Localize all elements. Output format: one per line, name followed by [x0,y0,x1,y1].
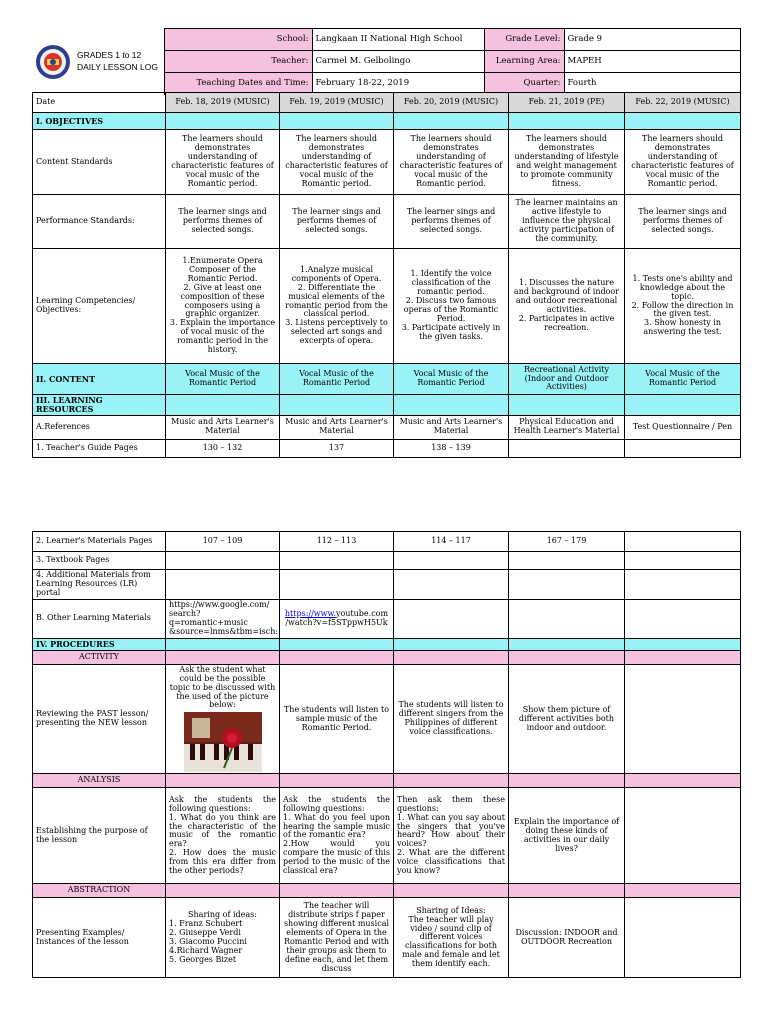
header-table [32,28,741,95]
content-standards-5: The learners should demonstrates understanding of characteristic features of vocal music of the Romantic period. [625,130,741,195]
piano-rose-image [184,712,262,772]
teachers-guide-3: 138 – 139 [394,439,509,457]
content-standards-2: The learners should demonstrates understanding of characteristic features of vocal music of the Romantic period. [280,130,394,195]
day-5-header: Feb. 22, 2019 (MUSIC) [625,93,741,113]
performance-standards-3: The learner sings and performs themes of selected songs. [394,195,509,249]
youtube-link[interactable]: https://www. [284,608,336,618]
area-value: MAPEH [564,51,740,73]
lesson-table-part2 [32,531,741,978]
content-standards-label: Content Standards [33,130,166,195]
reviewing-3: The students will listen to different singers from the Philippines of different voice classifications. [394,664,509,774]
competencies-1: 1.Enumerate Opera Composer of the Romantic Period. 2. Give at least one composition of these composers using a graphic organizer. 3. Explain the importance of vocal music of the romantic period in the history. [166,249,280,364]
reviewing-label: Reviewing the PAST lesson/ presenting the NEW lesson [33,664,166,774]
purpose-2: Ask the students the following questions: 1. What do you feel upon hearing the sample music of the romantic era? 2.How would you compare the music of this period to the music of the classical era? [280,788,394,884]
content-standards-1: The learners should demonstrates understanding of characteristic features of vocal music of the Romantic period. [166,130,280,195]
references-2: Music and Arts Learner's Material [280,415,394,439]
examples-label: Presenting Examples/ Instances of the lesson [33,898,166,978]
references-5: Test Questionnaire / Pen [625,415,741,439]
content-3: Vocal Music of the Romantic Period [394,364,509,395]
other-materials-2: https://www.youtube.com /watch?v=f5STppwH5Uk [280,599,394,638]
textbook-label: 3. Textbook Pages [33,552,166,570]
competencies-label: Learning Competencies/ Objectives: [33,249,166,364]
examples-1: Sharing of ideas: 1. Franz Schubert 2. Giuseppe Verdi 3. Giacomo Puccini 4.Richard Wagner 5. Georges Bizet [166,898,280,978]
content-1: Vocal Music of the Romantic Period [166,364,280,395]
teacher-value: Carmel M. Gelbolingo [312,51,484,73]
learners-materials-2: 112 – 113 [280,532,394,552]
learners-materials-3: 114 – 117 [394,532,509,552]
content-heading: II. CONTENT [33,364,166,395]
school-label: School: [164,29,312,51]
quarter-value: Fourth [564,73,740,95]
day-2-header: Feb. 19, 2019 (MUSIC) [280,93,394,113]
grade-value: Grade 9 [564,29,740,51]
references-3: Music and Arts Learner's Material [394,415,509,439]
content-2: Vocal Music of the Romantic Period [280,364,394,395]
content-standards-4: The learners should demonstrates understanding of lifestyle and weight management to promote community fitness. [509,130,625,195]
date-label: Date [33,93,166,113]
dates-label: Teaching Dates and Time: [164,73,312,95]
other-materials-label: B. Other Learning Materials [33,599,166,638]
deped-seal-icon [35,44,71,80]
teachers-guide-2: 137 [280,439,394,457]
analysis-heading: ANALYSIS [33,774,166,788]
title-line-1: GRADES 1 to 12 [77,50,142,61]
lesson-table-part1 [32,92,741,458]
day-4-header: Feb. 21, 2019 (PE) [509,93,625,113]
reviewing-1: Ask the student what could be the possible topic to be discussed with the used of the picture below: [166,664,280,774]
learners-materials-label: 2. Learner's Materials Pages [33,532,166,552]
dates-value: February 18-22, 2019 [312,73,484,95]
other-materials-1: https://www.google.com/ search?q=romantic+music &source=lnms&tbm=isch: [166,599,280,638]
competencies-3: 1. Identify the voice classification of the romantic period. 2. Discuss two famous operas of the Romantic Period. 3. Participate actively in the given tasks. [394,249,509,364]
references-label: A.References [33,415,166,439]
competencies-4: 1. Discusses the nature and background of indoor and outdoor recreational activities. 2. Participates in active recreation. [509,249,625,364]
performance-standards-2: The learner sings and performs themes of selected songs. [280,195,394,249]
abstraction-heading: ABSTRACTION [33,884,166,898]
day-3-header: Feb. 20, 2019 (MUSIC) [394,93,509,113]
learners-materials-1: 107 – 109 [166,532,280,552]
teacher-label: Teacher: [164,51,312,73]
day-1-header: Feb. 18, 2019 (MUSIC) [166,93,280,113]
purpose-3: Then ask them these questions: 1. What can you say about the singers that you've heard? How about their voices? 2. What are the different voice classifications that you know? [394,788,509,884]
objectives-heading: I. OBJECTIVES [33,113,166,130]
content-standards-3: The learners should demonstrates understanding of characteristic features of vocal music of the Romantic period. [394,130,509,195]
teachers-guide-1: 130 – 132 [166,439,280,457]
performance-standards-4: The learner maintains an active lifestyle to influence the physical activity participation of the community. [509,195,625,249]
logo-block [32,29,164,95]
content-4: Recreational Activity (Indoor and Outdoor Activities) [509,364,625,395]
content-5: Vocal Music of the Romantic Period [625,364,741,395]
examples-3: Sharing of Ideas: The teacher will play video / sound clip of different voices classifications for both male and female and let them identify each. [394,898,509,978]
learners-materials-4: 167 – 179 [509,532,625,552]
procedures-heading: IV. PROCEDURES [33,638,166,650]
school-value: Langkaan II National High School [312,29,484,51]
resources-heading: III. LEARNING RESOURCES [33,395,166,416]
reviewing-2: The students will listen to sample music of the Romantic Period. [280,664,394,774]
teachers-guide-label: 1. Teacher's Guide Pages [33,439,166,457]
performance-standards-1: The learner sings and performs themes of selected songs. [166,195,280,249]
reviewing-4: Show them picture of different activities both indoor and outdoor. [509,664,625,774]
title-line-2: DAILY LESSON LOG [77,61,158,72]
purpose-1: Ask the students the following questions: 1. What do you think are the characteristic of the music of the romantic era? 2. How does the music from this era differ from the other periods? [166,788,280,884]
examples-2: The teacher will distribute strips f paper showing different musical elements of Opera in the Romantic Period and with their groups ask them to define each, and let them discuss [280,898,394,978]
competencies-5: 1. Tests one's ability and knowledge about the topic. 2. Follow the direction in the given test. 3. Show honesty in answering the test. [625,249,741,364]
purpose-label: Establishing the purpose of the lesson [33,788,166,884]
references-4: Physical Education and Health Learner's Material [509,415,625,439]
quarter-label: Quarter: [484,73,564,95]
area-label: Learning Area: [484,51,564,73]
purpose-4: Explain the importance of doing these kinds of activities in our daily lives? [509,788,625,884]
grade-label: Grade Level: [484,29,564,51]
activity-heading: ACTIVITY [33,650,166,664]
references-1: Music and Arts Learner's Material [166,415,280,439]
competencies-2: 1.Analyze musical components of Opera. 2. Differentiate the musical elements of the romantic period from the classical period. 3. Listens perceptively to selected art songs and excerpts of opera. [280,249,394,364]
examples-4: Discussion: INDOOR and OUTDOOR Recreation [509,898,625,978]
additional-materials-label: 4. Additional Materials from Learning Resources (LR) portal [33,570,166,600]
performance-standards-label: Performance Standards: [33,195,166,249]
performance-standards-5: The learner sings and performs themes of selected songs. [625,195,741,249]
